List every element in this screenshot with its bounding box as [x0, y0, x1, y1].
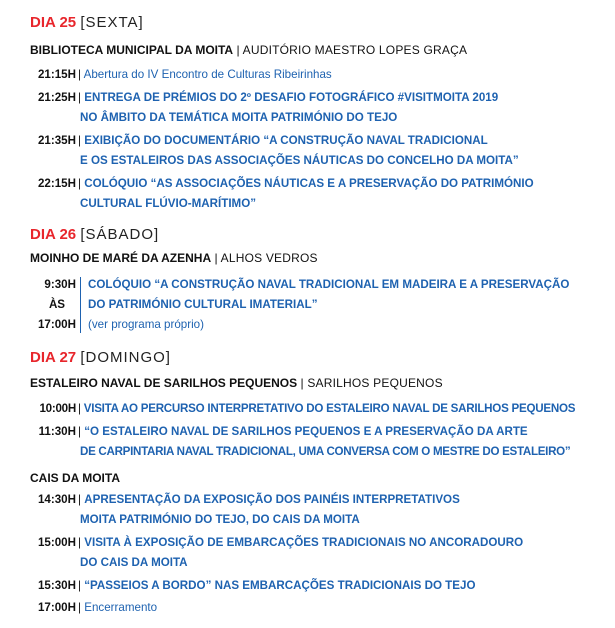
event-description-continued: E OS ESTALEIROS DAS ASSOCIAÇÕES NÁUTICAS DO CONCELHO DA MOITA” [80, 154, 519, 167]
venue-heading [30, 42, 467, 58]
venue-heading [30, 375, 443, 391]
event-time: 21:15H [37, 68, 76, 81]
event-description: APRESENTAÇÃO DA EXPOSIÇÃO DOS PAINÉIS INTERPRETATIVOS [84, 493, 460, 506]
day-label: DIA 25 [30, 14, 77, 31]
event-description: ENTREGA DE PRÉMIOS DO 2º DESAFIO FOTOGRÁFICO #VISITMOITA 2019 [84, 91, 499, 104]
day-weekday: [DOMINGO] [80, 349, 171, 366]
event-time: 14:30H [37, 493, 76, 506]
venue-name: ESTALEIRO NAVAL DE SARILHOS PEQUENOS [30, 376, 298, 390]
event-time: 21:25H [37, 91, 76, 104]
event-time: 21:35H [37, 134, 76, 147]
event-time: 15:00H [37, 536, 76, 549]
event-time: 22:15H [37, 177, 76, 190]
event-time: 15:30H [37, 579, 76, 592]
event-description-continued: NO ÂMBITO DA TEMÁTICA MOITA PATRIMÓNIO DO TEJO [80, 111, 398, 124]
day-label: DIA 26 [30, 226, 77, 243]
event-time-start: 9:30H [44, 278, 76, 291]
event-description-continued: DO PATRIMÓNIO CULTURAL IMATERIAL” [88, 298, 318, 311]
venue-name: CAIS DA MOITA [30, 471, 120, 485]
event-description: Abertura do IV Encontro de Culturas Ribeirinhas [83, 68, 332, 81]
event-time: 11:30H [38, 425, 76, 438]
venue-name: MOINHO DE MARÉ DA AZENHA [30, 251, 212, 265]
event-description-continued: DO CAIS DA MOITA [80, 556, 188, 569]
program-note: (ver programa próprio) [88, 318, 204, 331]
venue-subtitle: | SARILHOS PEQUENOS [300, 376, 443, 390]
event-description: “O ESTALEIRO NAVAL DE SARILHOS PEQUENOS E A PRESERVAÇÃO DA ARTE [84, 425, 528, 438]
day-27-heading [30, 349, 171, 367]
day-label: DIA 27 [30, 349, 77, 366]
venue-subtitle: | AUDITÓRIO MAESTRO LOPES GRAÇA [236, 43, 468, 57]
venue-heading-2 [30, 470, 120, 486]
day-26-heading [30, 226, 159, 244]
event-description-continued: MOITA PATRIMÓNIO DO TEJO, DO CAIS DA MOITA [80, 513, 360, 526]
day-25-heading [30, 14, 144, 32]
event-description: COLÓQUIO “AS ASSOCIAÇÕES NÁUTICAS E A PRESERVAÇÃO DO PATRIMÓNIO [84, 177, 534, 190]
event-description-continued: CULTURAL FLÚVIO-MARÍTIMO” [80, 197, 257, 210]
venue-subtitle: | ALHOS VEDROS [214, 251, 318, 265]
event-time: 10:00H [39, 402, 76, 415]
event-description: VISITA À EXPOSIÇÃO DE EMBARCAÇÕES TRADICIONAIS NO ANCORADOURO [84, 536, 524, 549]
venue-heading [30, 250, 318, 266]
event-description: Encerramento [84, 601, 158, 614]
time-range-bar [80, 277, 81, 333]
day-weekday: [SÁBADO] [80, 226, 160, 243]
event-description: VISITA AO PERCURSO INTERPRETATIVO DO ESTALEIRO NAVAL DE SARILHOS PEQUENOS [83, 402, 576, 415]
day-weekday: [SEXTA] [80, 14, 144, 31]
event-time-separator: ÀS [48, 298, 66, 311]
event-description: “PASSEIOS A BORDO” NAS EMBARCAÇÕES TRADICIONAIS DO TEJO [84, 579, 476, 592]
event-time-end: 17:00H [37, 318, 76, 331]
event-description: EXIBIÇÃO DO DOCUMENTÁRIO “A CONSTRUÇÃO NAVAL TRADICIONAL [84, 134, 488, 147]
event-description: COLÓQUIO “A CONSTRUÇÃO NAVAL TRADICIONAL EM MADEIRA E A PRESERVAÇÃO [88, 278, 570, 291]
event-time: 17:00H [37, 601, 76, 614]
event-description-continued: DE CARPINTARIA NAVAL TRADICIONAL, UMA CONVERSA COM O MESTRE DO ESTALEIRO” [80, 445, 571, 458]
venue-name: BIBLIOTECA MUNICIPAL DA MOITA [30, 43, 234, 57]
